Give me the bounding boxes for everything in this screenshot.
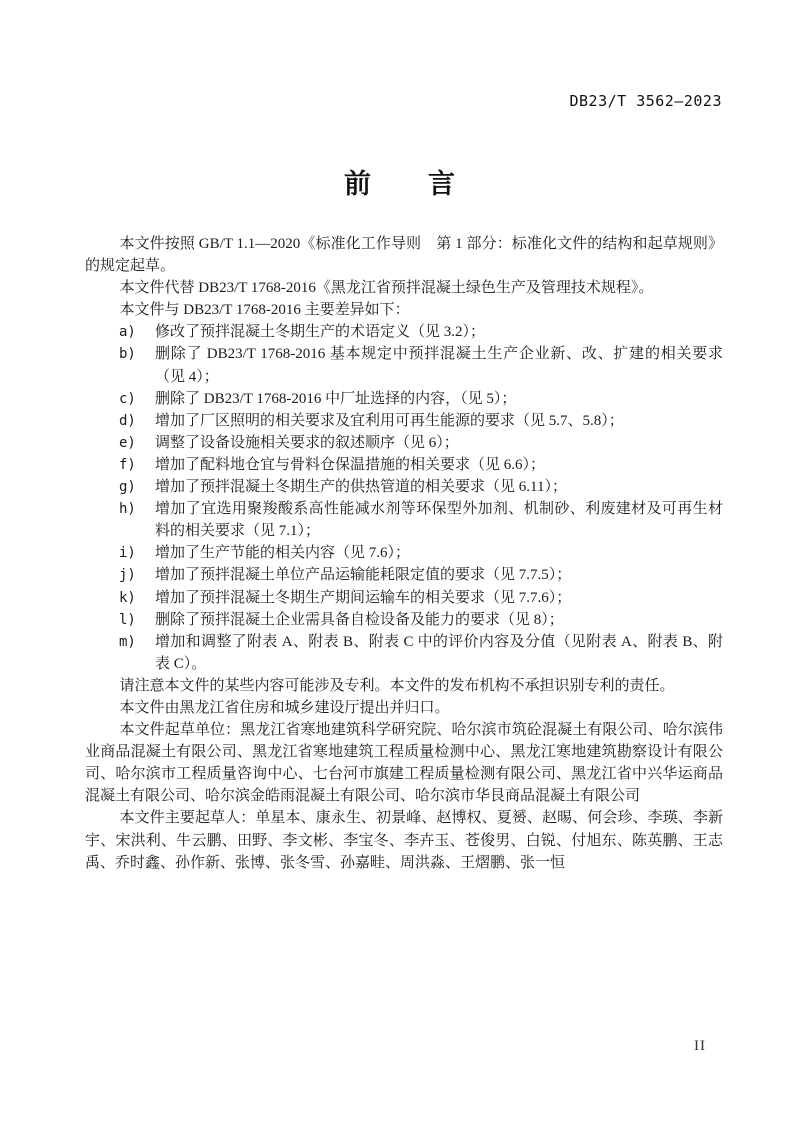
change-text: 增加了预拌混凝土单位产品运输能耗限定值的要求（见 7.7.5）； bbox=[155, 567, 572, 584]
change-text: 增加了配料地仓宜与骨料仓保温措施的相关要求（见 6.6）； bbox=[155, 456, 546, 473]
page-title: 前 言 bbox=[344, 169, 456, 199]
change-marker: g) bbox=[119, 479, 136, 496]
change-item bbox=[85, 321, 723, 343]
change-text: 删除了 DB23/T 1768-2016 基本规定中预拌混凝土生产企业新、改、扩建的相关要求（见 4）； bbox=[155, 346, 723, 385]
change-item bbox=[85, 631, 723, 675]
change-item bbox=[85, 432, 723, 454]
closing-paragraph: 请注意本文件的某些内容可能涉及专利。本文件的发布机构不承担识别专利的责任。 bbox=[119, 677, 675, 694]
change-item bbox=[85, 587, 723, 609]
change-item bbox=[85, 542, 723, 564]
change-marker: c) bbox=[119, 390, 136, 407]
closing-paragraph: 本文件主要起草人：单星本、康永生、初景峰、赵博权、夏赟、赵晹、何会珍、李瑛、李新宇、宋洪利、牛云鹏、田野、李文彬、李宝冬、李卉玉、苍俊男、白锐、付旭东、陈英鹏、王志禹、乔时鑫、孙作新、张博、张冬雪、孙嘉畦、周洪淼、王熠鹏、张一恒 bbox=[85, 810, 723, 871]
change-text: 调整了设备设施相关要求的叙述顺序（见 6）； bbox=[155, 434, 459, 451]
change-item bbox=[85, 609, 723, 631]
intro-paragraph: 本文件与 DB23/T 1768-2016 主要差异如下： bbox=[119, 302, 410, 319]
change-item bbox=[85, 410, 723, 432]
change-marker: f) bbox=[119, 456, 136, 473]
intro-paragraph: 本文件代替 DB23/T 1768-2016《黑龙江省预拌混凝土绿色生产及管理技术规程》。 bbox=[119, 280, 654, 297]
change-item bbox=[85, 498, 723, 542]
change-marker: j) bbox=[119, 567, 136, 584]
change-text: 增加了宜选用聚羧酸系高性能减水剂等环保型外加剂、机制砂、利废建材及可再生材料的相关要求（见 7.1）； bbox=[155, 501, 723, 540]
change-marker: l) bbox=[119, 611, 136, 628]
change-marker: d) bbox=[119, 412, 136, 429]
change-item bbox=[85, 564, 723, 586]
change-item bbox=[85, 388, 723, 410]
change-item bbox=[85, 454, 723, 476]
closing-paragraph: 本文件由黑龙江省住房和城乡建设厅提出并归口。 bbox=[119, 699, 450, 716]
foreword-body bbox=[85, 233, 723, 874]
intro-paragraph: 本文件按照 GB/T 1.1—2020《标准化工作导则 第 1 部分：标准化文件的结构和起草规则》的规定起草。 bbox=[85, 236, 723, 275]
change-marker: a) bbox=[119, 324, 136, 341]
change-text: 增加了厂区照明的相关要求及宜利用可再生能源的要求（见 5.7、5.8）； bbox=[155, 412, 624, 429]
change-marker: h) bbox=[119, 501, 136, 518]
change-text: 修改了预拌混凝土冬期生产的术语定义（见 3.2）； bbox=[155, 324, 486, 341]
change-item bbox=[85, 476, 723, 498]
change-text: 增加了预拌混凝土冬期生产期间运输车的相关要求（见 7.7.6）； bbox=[155, 589, 572, 606]
change-text: 增加了生产节能的相关内容（见 7.6）； bbox=[155, 545, 411, 562]
change-text: 删除了 DB23/T 1768-2016 中厂址选择的内容，（见 5）； bbox=[155, 390, 517, 407]
change-text: 增加了预拌混凝土冬期生产的供热管道的相关要求（见 6.11）； bbox=[155, 479, 567, 496]
doc-number: DB23/T 3562—2023 bbox=[569, 92, 722, 110]
change-item bbox=[85, 343, 723, 387]
change-marker: k) bbox=[119, 589, 136, 606]
change-text: 删除了预拌混凝土企业需具备自检设备及能力的要求（见 8）； bbox=[155, 611, 564, 628]
change-marker: i) bbox=[119, 545, 136, 562]
change-marker: b) bbox=[119, 346, 136, 363]
page-number: II bbox=[694, 1038, 706, 1054]
change-marker: e) bbox=[119, 434, 136, 451]
change-marker: m) bbox=[119, 633, 136, 650]
change-text: 增加和调整了附表 A、附表 B、附表 C 中的评价内容及分值（见附表 A、附表 B、附表 C）。 bbox=[155, 633, 723, 672]
closing-paragraph: 本文件起草单位：黑龙江省寒地建筑科学研究院、哈尔滨市筑砼混凝土有限公司、哈尔滨伟业商品混凝土有限公司、黑龙江省寒地建筑工程质量检测中心、黑龙江寒地建筑勘察设计有限公司、哈尔滨市工程质量咨询中心、七台河市旗建工程质量检测有限公司、黑龙江省中兴华运商品混凝土有限公司、哈尔滨金皓雨混凝土有限公司、哈尔滨市华艮商品混凝土有限公司 bbox=[85, 722, 723, 805]
